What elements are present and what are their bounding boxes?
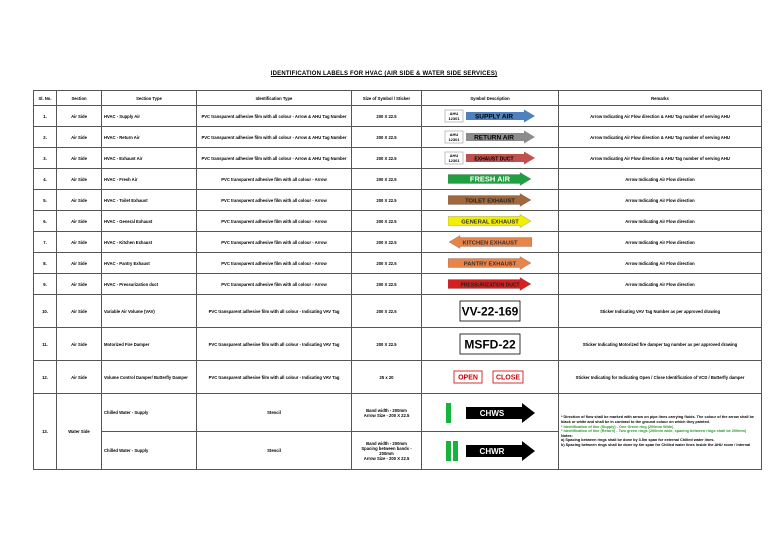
row-section-type: Chilled Water - Supply — [102, 394, 197, 432]
tag-sticker — [459, 300, 521, 322]
row-number: 4. — [34, 169, 57, 190]
labels-table — [33, 90, 762, 470]
row-identification-type: PVC transparent adhesive film with all colour - Arrow & AHU Tag Number — [197, 148, 352, 169]
row-size: Band width - 200mm Arrow Size - 200 X 22.5 — [352, 394, 422, 432]
row-number: 8. — [34, 253, 57, 274]
row-identification-type: PVC transparent adhesive film with all colour - Arrow & AHU Tag Number — [197, 127, 352, 148]
row-number: 1. — [34, 106, 57, 127]
row-symbol — [422, 169, 559, 190]
row-remarks: Arrow Indicating Air Flow direction — [559, 253, 762, 274]
row-section-type: HVAC - Fresh Air — [102, 169, 197, 190]
flow-arrow-label — [448, 277, 532, 291]
row-number: 11. — [34, 328, 57, 361]
green-band — [446, 441, 451, 461]
ahu-tag-line1: AHU — [449, 153, 459, 158]
ahu-tag-line2: 12301 — [448, 158, 460, 163]
ahu-tag-line2: 12301 — [448, 137, 460, 142]
row-number: 7. — [34, 232, 57, 253]
row-size: 200 X 22.5 — [352, 328, 422, 361]
arrow-text: CHWS — [479, 408, 505, 418]
arrow-text: TOILET EXHAUST — [465, 198, 515, 205]
remark-line: Notes: — [561, 433, 573, 438]
row-section-type: Variable Air Volume (VAV) — [102, 295, 197, 328]
row-section: Air Side — [57, 295, 102, 328]
ahu-arrow-label — [444, 109, 536, 123]
row-remarks: Arrow Indicating Air Flow direction & AHU Tag number of serving AHU — [559, 106, 762, 127]
row-symbol — [422, 328, 559, 361]
row-section: Air Side — [57, 211, 102, 232]
open-text: OPEN — [458, 374, 478, 382]
table-row — [34, 253, 762, 274]
row-identification-type: PVC transparent adhesive film with all colour - Arrow — [197, 169, 352, 190]
table-row — [34, 295, 762, 328]
row-identification-type: PVC transparent adhesive film with all colour - Arrow — [197, 232, 352, 253]
row-symbol — [422, 190, 559, 211]
row-size: 200 X 22.5 — [352, 211, 422, 232]
row-symbol — [422, 295, 559, 328]
row-section: Air Side — [57, 169, 102, 190]
arrow-text: FRESH AIR — [469, 174, 511, 184]
remark-line: b) Spacing between rings shall be done by 6m span for Chilled water lines inside the AHU room / Internal — [561, 442, 751, 447]
row-size: 200 X 22.5 — [352, 169, 422, 190]
row-remarks: Arrow Indicating Air Flow direction — [559, 274, 762, 295]
row-section-type: Volume Control Damper/ Butterfly Damper — [102, 361, 197, 394]
row-section-type: HVAC - Supply Air — [102, 106, 197, 127]
row-remarks: Arrow Indicating Air Flow direction — [559, 232, 762, 253]
row-remarks: Arrow Indicating Air Flow direction & AHU Tag number of serving AHU — [559, 148, 762, 169]
row-identification-type: PVC transparent adhesive film with all colour - Arrow & AHU Tag Number — [197, 106, 352, 127]
arrow-text: GENERAL EXHAUST — [461, 219, 519, 226]
table-row — [34, 232, 762, 253]
row-identification-type: PVC transparent adhesive film with all colour - Indicating VAV Tag — [197, 328, 352, 361]
row-number: 12. — [34, 361, 57, 394]
ahu-arrow-label — [444, 151, 536, 165]
row-number: 3. — [34, 148, 57, 169]
flow-arrow-label — [448, 214, 532, 228]
row-identification-type: PVC transparent adhesive film with all colour - Arrow — [197, 253, 352, 274]
row-size: 200 X 22.5 — [352, 148, 422, 169]
column-header: Size of Symbol / Sticker — [352, 91, 422, 106]
green-band — [446, 403, 451, 423]
column-header: Remarks — [559, 91, 762, 106]
row-section-type: Motorized Fire Damper — [102, 328, 197, 361]
table-row — [34, 106, 762, 127]
row-size: 200 X 22.5 — [352, 106, 422, 127]
row-symbol — [422, 127, 559, 148]
open-close-sticker — [452, 370, 528, 384]
remark-line: * Identification of line (Supply) - One Green ring (200mm Wide) — [561, 424, 674, 429]
remark-line: * Identification of line (Return) - Two green rings (200mm wide, spacing between rings shall be 200mm) — [561, 429, 747, 434]
pipe-band-label — [444, 402, 536, 424]
table-row — [34, 169, 762, 190]
row-symbol — [422, 211, 559, 232]
row-symbol — [422, 432, 559, 470]
row-number: 9. — [34, 274, 57, 295]
row-size: 25 x 20 — [352, 361, 422, 394]
table-row — [34, 190, 762, 211]
page-title: IDENTIFICATION LABELS FOR HVAC (AIR SIDE & WATER SIDE SERVICES) — [270, 71, 498, 77]
row-symbol — [422, 106, 559, 127]
row-number: 13. — [34, 394, 57, 470]
close-text: CLOSE — [495, 374, 521, 382]
table-row — [34, 361, 762, 394]
row-identification-type: PVC transparent adhesive film with all colour - Indicating VAV Tag — [197, 361, 352, 394]
table-row — [34, 394, 762, 432]
arrow-text: EXHAUST DUCT — [474, 156, 514, 163]
row-section-type: HVAC - Toilet Exhaust — [102, 190, 197, 211]
flow-arrow-label — [448, 193, 532, 207]
row-section: Air Side — [57, 190, 102, 211]
column-header: Section Type — [102, 91, 197, 106]
row-remarks: Arrow Indicating Air Flow direction — [559, 190, 762, 211]
row-symbol — [422, 232, 559, 253]
arrow-text: RETURN AIR — [474, 134, 514, 142]
remark-line: * Direction of flow shall be marked with arrow on pipe lines carrying fluids. The colour of the arrow shall be black or white and shall be in contrast to the ground colour on which they painted. — [561, 415, 755, 425]
row-identification-type: Stencil — [197, 394, 352, 432]
row-size: 200 X 22.5 — [352, 274, 422, 295]
table-row — [34, 148, 762, 169]
row-section-type: Chilled Water - Supply — [102, 432, 197, 470]
row-section: Water Side — [57, 394, 102, 470]
column-header: Section — [57, 91, 102, 106]
water-remarks — [559, 394, 762, 470]
flow-arrow-label — [448, 256, 532, 270]
flow-arrow-label — [448, 172, 532, 186]
column-header: Symbol Description — [422, 91, 559, 106]
row-section: Air Side — [57, 106, 102, 127]
row-size: 200 X 22.5 — [352, 127, 422, 148]
row-section: Air Side — [57, 253, 102, 274]
row-number: 6. — [34, 211, 57, 232]
row-symbol — [422, 394, 559, 432]
row-identification-type: Stencil — [197, 432, 352, 470]
arrow-text: SUPPLY AIR — [474, 113, 514, 121]
pipe-band-label — [444, 440, 536, 462]
row-section: Air Side — [57, 127, 102, 148]
row-section: Air Side — [57, 232, 102, 253]
row-identification-type: PVC transparent adhesive film with all colour - Arrow — [197, 211, 352, 232]
table-row — [34, 211, 762, 232]
tag-sticker — [459, 333, 521, 355]
row-section: Air Side — [57, 361, 102, 394]
row-remarks: Arrow Indicating Air Flow direction — [559, 211, 762, 232]
row-number: 5. — [34, 190, 57, 211]
tag-text: VV-22-169 — [461, 304, 519, 319]
row-symbol — [422, 253, 559, 274]
column-header: Sl. No. — [34, 91, 57, 106]
row-section-type: HVAC - General Exhaust — [102, 211, 197, 232]
ahu-tag-line1: AHU — [449, 111, 459, 116]
header-row — [34, 91, 762, 106]
row-remarks: Sticker Indicating VAV Tag Number as per approved drawing — [559, 295, 762, 328]
row-size: 200 X 22.5 — [352, 190, 422, 211]
arrow-text: PANTRY EXHAUST — [463, 261, 517, 268]
row-symbol — [422, 148, 559, 169]
row-identification-type: PVC transparent adhesive film with all colour - Arrow — [197, 190, 352, 211]
row-number: 10. — [34, 295, 57, 328]
arrow-text: PRESSURIZATION DUCT — [460, 282, 520, 289]
green-band — [453, 441, 458, 461]
flow-arrow-label — [448, 235, 532, 249]
row-size: 200 X 22.5 — [352, 295, 422, 328]
row-identification-type: PVC transparent adhesive film with all colour - Arrow — [197, 274, 352, 295]
arrow-text: KITCHEN EXHAUST — [462, 240, 518, 247]
row-identification-type: PVC transparent adhesive film with all colour - Indicating VAV Tag — [197, 295, 352, 328]
table-row — [34, 328, 762, 361]
ahu-tag-line1: AHU — [449, 132, 459, 137]
row-section: Air Side — [57, 148, 102, 169]
table-row — [34, 274, 762, 295]
row-symbol — [422, 274, 559, 295]
remark-line: a) Spacing between rings shall be done by 3.5m span for external Chilled water lines. — [561, 438, 715, 443]
row-remarks: Arrow Indicating Air Flow direction & AHU Tag number of serving AHU — [559, 127, 762, 148]
table-row — [34, 127, 762, 148]
ahu-tag-line2: 12301 — [448, 116, 460, 121]
row-remarks: Sticker Indicating for Indicating Open / Close Identification of VCD / Butterfly damper — [559, 361, 762, 394]
row-section-type: HVAC - Kitchen Exhaust — [102, 232, 197, 253]
arrow-text: CHWR — [479, 446, 505, 456]
row-size: Band width - 200mm Spacing between bands - 200mm Arrow Size - 200 X 22.5 — [352, 432, 422, 470]
row-section-type: HVAC - Pressurization duct — [102, 274, 197, 295]
row-size: 200 X 22.5 — [352, 253, 422, 274]
row-section-type: HVAC - Return Air — [102, 127, 197, 148]
row-section: Air Side — [57, 328, 102, 361]
row-symbol — [422, 361, 559, 394]
tag-text: MSFD-22 — [464, 337, 516, 352]
row-section-type: HVAC - Exhaust Air — [102, 148, 197, 169]
row-remarks: Arrow Indicating Air Flow direction — [559, 169, 762, 190]
column-header: Identification Type — [197, 91, 352, 106]
ahu-arrow-label — [444, 130, 536, 144]
row-number: 2. — [34, 127, 57, 148]
row-size: 200 X 22.5 — [352, 232, 422, 253]
row-section: Air Side — [57, 274, 102, 295]
row-section-type: HVAC - Pantry Exhaust — [102, 253, 197, 274]
row-remarks: Sticker Indicating Motorized fire damper tag number as per approved drawing — [559, 328, 762, 361]
